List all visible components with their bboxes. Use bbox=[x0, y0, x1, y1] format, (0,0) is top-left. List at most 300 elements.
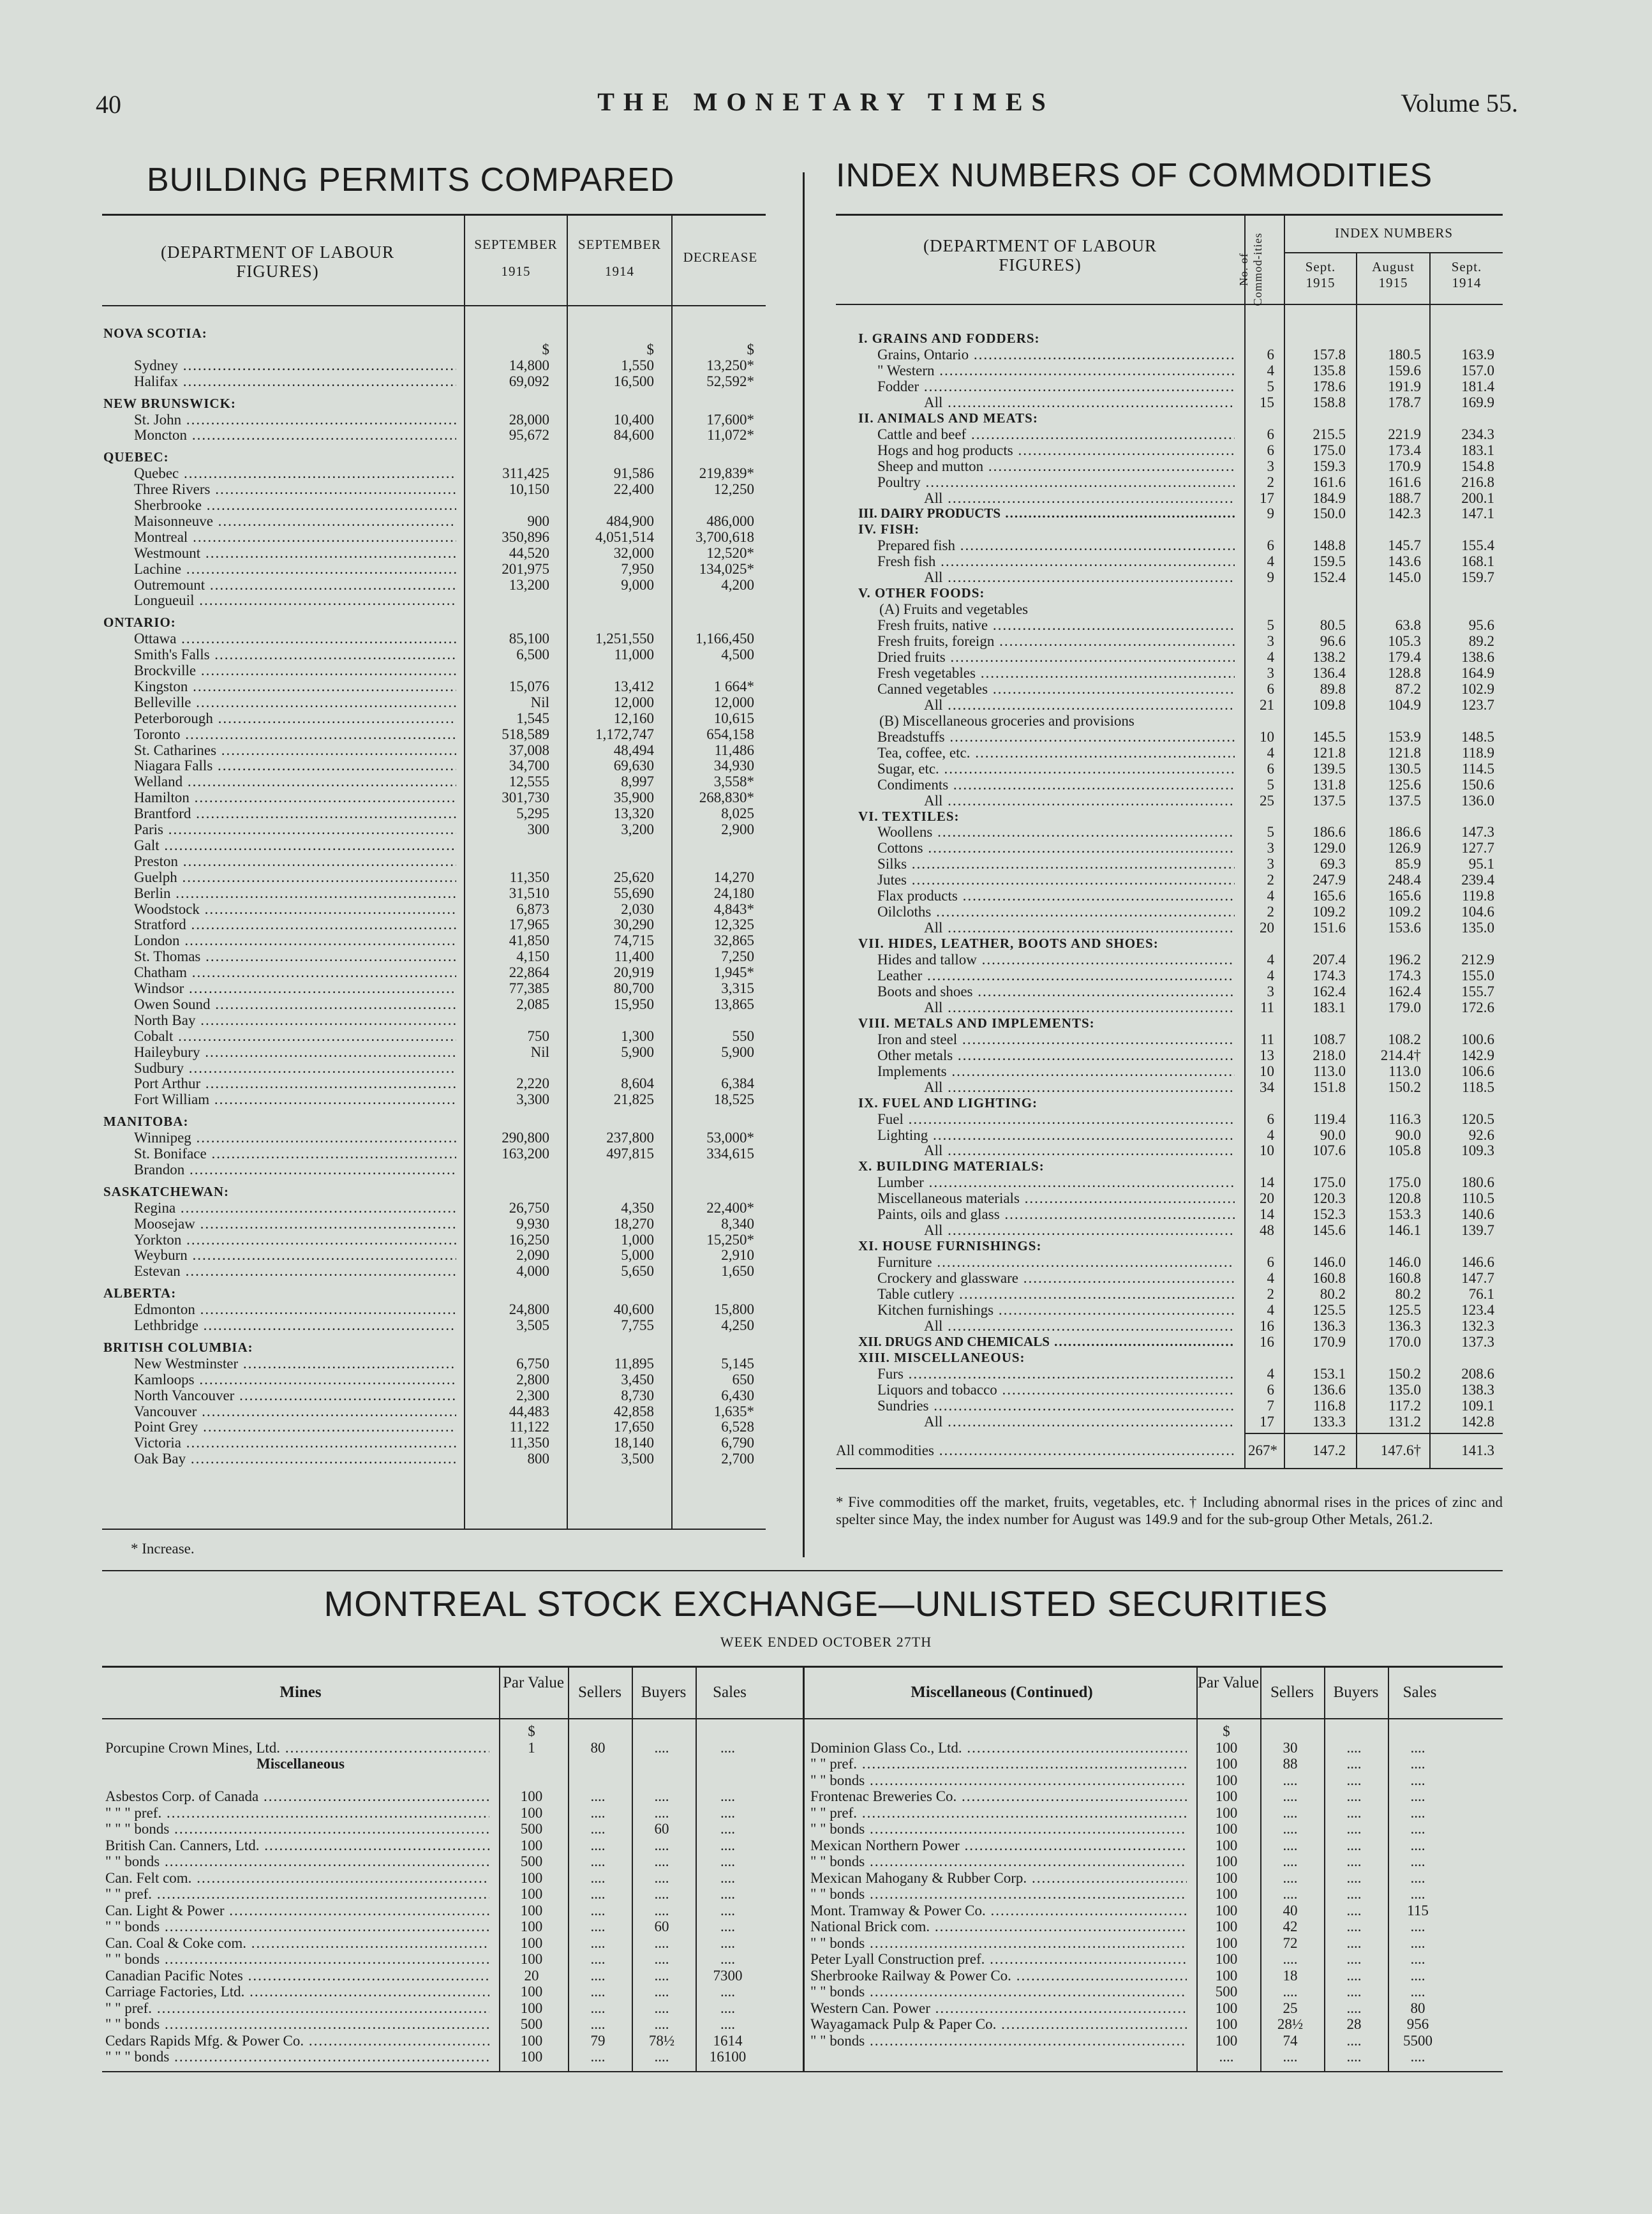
decrease-value: 6,790 bbox=[721, 1435, 754, 1451]
city-name: Guelph ..... bbox=[134, 869, 456, 886]
sept-1914-index: 239.4 bbox=[1461, 872, 1494, 888]
sept-1915-index: 121.8 bbox=[1313, 744, 1346, 761]
stock-value: 100 bbox=[1215, 1967, 1238, 1984]
decrease-value: 13,250* bbox=[706, 357, 754, 373]
stock-value: 74 bbox=[1283, 2032, 1298, 2049]
stock-value: .... bbox=[1410, 1951, 1425, 1967]
decrease-value: 14,270 bbox=[713, 869, 754, 885]
commodity-count: 3 bbox=[1267, 840, 1274, 856]
city-name: Weyburn ..... bbox=[134, 1247, 456, 1264]
aug-1915-index: 178.7 bbox=[1388, 394, 1421, 410]
sept-1914-index: 181.4 bbox=[1461, 378, 1494, 394]
commodity-count: 17 bbox=[1260, 490, 1274, 506]
commodity-count: 6 bbox=[1267, 1111, 1274, 1127]
stock-value: .... bbox=[720, 1788, 735, 1804]
commodity-group: XIII. MISCELLANEOUS: bbox=[858, 1349, 1025, 1365]
stock-value: .... bbox=[1346, 1886, 1362, 1902]
stock-value: .... bbox=[590, 1837, 606, 1853]
city-name: Galt ..... bbox=[134, 837, 456, 854]
sept-1915-index: 178.6 bbox=[1313, 378, 1346, 394]
stock-value: 100 bbox=[1215, 1951, 1238, 1967]
city-name: Peterborough ..... bbox=[134, 710, 456, 727]
security-name: " " pref. ..... bbox=[810, 1805, 1187, 1821]
city-name: London ..... bbox=[134, 932, 456, 949]
city-name: Kingston ..... bbox=[134, 678, 456, 695]
commodity-count: 21 bbox=[1260, 696, 1274, 713]
stock-value: 100 bbox=[1215, 1804, 1238, 1821]
stock-value: .... bbox=[720, 1739, 735, 1756]
group-all-row: All ..... bbox=[924, 1079, 1235, 1096]
aug-1915-index: 146.0 bbox=[1388, 1254, 1421, 1271]
sept-1914-index: 139.7 bbox=[1461, 1222, 1494, 1239]
aug-1915-index: 145.0 bbox=[1388, 569, 1421, 586]
aug-1915-index: 179.4 bbox=[1388, 649, 1421, 665]
sept-1914-value: 1,172,747 bbox=[595, 726, 654, 742]
sept-1915-index: 151.8 bbox=[1313, 1079, 1346, 1095]
decrease-value: 12,325 bbox=[713, 916, 754, 933]
rule bbox=[102, 214, 766, 216]
sept-1915-value: Nil bbox=[530, 1043, 549, 1060]
sept-1915-index: 152.3 bbox=[1313, 1206, 1346, 1223]
decrease-value: 1,635* bbox=[713, 1403, 754, 1419]
city-name: Owen Sound ..... bbox=[134, 996, 456, 1013]
sept-1915-index: 109.8 bbox=[1313, 696, 1346, 713]
stock-value: .... bbox=[720, 2016, 735, 2032]
stock-value: .... bbox=[1410, 2049, 1425, 2065]
sept-1915-index: 218.0 bbox=[1313, 1047, 1346, 1063]
sept-1915-value: 2,800 bbox=[516, 1371, 549, 1387]
commodity-name: Leather ..... bbox=[877, 968, 1235, 984]
security-name: British Can. Canners, Ltd. ..... bbox=[105, 1837, 489, 1854]
decrease-value: 6,430 bbox=[721, 1387, 754, 1403]
commodity-count: 4 bbox=[1267, 952, 1274, 968]
sept-1914-value: 8,997 bbox=[621, 774, 654, 790]
sept-1914-index: 157.0 bbox=[1461, 362, 1494, 378]
aug-1915-index: 153.6 bbox=[1388, 920, 1421, 936]
sept-1914-index: 154.8 bbox=[1461, 458, 1494, 474]
sept-1915-index: 96.6 bbox=[1320, 633, 1346, 650]
sept-1915-value: 85,100 bbox=[509, 631, 549, 647]
sept-1915-index: 145.5 bbox=[1313, 728, 1346, 745]
sept-1915-value: 77,385 bbox=[509, 980, 549, 996]
dept-header: (DEPARTMENT OF LABOUR FIGURES) bbox=[161, 243, 394, 281]
sept-1915-index: 150.0 bbox=[1313, 505, 1346, 522]
sept-1915-year: 1915 bbox=[501, 264, 531, 279]
sept-1915-value: 11,350 bbox=[509, 1435, 549, 1451]
sept-1914-value: 4,350 bbox=[621, 1199, 654, 1216]
sept-1915-value: 201,975 bbox=[502, 560, 549, 577]
sept-1915-value: 41,850 bbox=[509, 932, 549, 949]
aug-1915-index: 87.2 bbox=[1395, 680, 1421, 697]
sept-1915-value: 6,873 bbox=[516, 901, 549, 917]
decrease-value: 4,250 bbox=[721, 1317, 754, 1333]
sept-1915-value: 31,510 bbox=[509, 885, 549, 901]
column-divider bbox=[803, 172, 805, 1557]
sept-1915-value: 290,800 bbox=[502, 1130, 549, 1146]
city-name: Longueuil ..... bbox=[134, 592, 456, 609]
city-name: Westmount ..... bbox=[134, 545, 456, 562]
stock-value: .... bbox=[590, 1919, 606, 1934]
decrease-value: 8,025 bbox=[721, 805, 754, 822]
decrease-value: 15,250* bbox=[706, 1231, 754, 1248]
stock-value: .... bbox=[1346, 1821, 1362, 1837]
sept-1915-index: 215.5 bbox=[1313, 426, 1346, 442]
group-all-row: All ..... bbox=[924, 569, 1235, 586]
commodity-group: IX. FUEL AND LIGHTING: bbox=[858, 1095, 1038, 1111]
security-name: Canadian Pacific Notes ..... bbox=[105, 1968, 489, 1984]
sept-1915-value: 6,500 bbox=[516, 647, 549, 663]
decrease-value: 268,830* bbox=[699, 789, 754, 806]
aug-1915-index: 159.6 bbox=[1388, 362, 1421, 378]
decrease-value: 219,839* bbox=[699, 465, 754, 482]
security-name: Cedars Rapids Mfg. & Power Co. ..... bbox=[105, 2033, 489, 2049]
decrease-value: 12,000 bbox=[713, 694, 754, 710]
sept-1915-index: 183.1 bbox=[1313, 999, 1346, 1015]
city-name: Maisonneuve ..... bbox=[134, 513, 456, 530]
sept-1914-value: 30,290 bbox=[613, 916, 654, 933]
sept-1915-index: 162.4 bbox=[1313, 983, 1346, 999]
sept-1915-value: 34,700 bbox=[509, 758, 549, 774]
sept-1914-index: 150.6 bbox=[1461, 776, 1494, 793]
sept-1914-index: 155.4 bbox=[1461, 537, 1494, 554]
aug-1915-index: 162.4 bbox=[1388, 983, 1421, 999]
stock-value: .... bbox=[654, 1984, 669, 2000]
aug-1915-header: August bbox=[1372, 259, 1415, 274]
stock-value: .... bbox=[590, 1934, 606, 1951]
stock-value: .... bbox=[1346, 1984, 1362, 2000]
sept-1915-value: 301,730 bbox=[502, 789, 549, 806]
decrease-value: 654,158 bbox=[706, 726, 754, 742]
commodity-group: XI. HOUSE FURNISHINGS: bbox=[858, 1238, 1042, 1254]
commodity-count: 4 bbox=[1267, 1126, 1274, 1143]
sept-1914-value: 80,700 bbox=[613, 980, 654, 996]
sept-1915-value: 2,090 bbox=[516, 1247, 549, 1264]
sept-1914-index: 114.5 bbox=[1462, 760, 1494, 777]
stock-value: 100 bbox=[520, 1902, 543, 1919]
stock-value: 100 bbox=[520, 1869, 543, 1886]
city-name: Cobalt ..... bbox=[134, 1028, 456, 1045]
commodity-count: 3 bbox=[1267, 664, 1274, 681]
commodity-name: Miscellaneous materials ..... bbox=[877, 1190, 1235, 1207]
stock-value: 100 bbox=[520, 1886, 543, 1902]
sept-1914-index: 137.3 bbox=[1461, 1333, 1494, 1350]
sept-1914-index: 136.0 bbox=[1461, 792, 1494, 809]
stock-value: .... bbox=[1283, 1788, 1298, 1804]
stock-col-header: Par Value bbox=[1197, 1674, 1260, 1691]
stock-value: .... bbox=[590, 2049, 606, 2065]
aug-1915-index: 63.8 bbox=[1395, 617, 1421, 634]
sept-1914-year: 1914 bbox=[1452, 275, 1482, 290]
stock-value: .... bbox=[590, 2016, 606, 2032]
stock-col-header: Mines bbox=[279, 1684, 322, 1701]
stock-value: 30 bbox=[1283, 1739, 1298, 1756]
province-heading: NOVA SCOTIA: bbox=[103, 325, 207, 341]
aug-1915-index: 180.5 bbox=[1388, 346, 1421, 363]
stock-value: .... bbox=[590, 1984, 606, 2000]
province-heading: SASKATCHEWAN: bbox=[103, 1183, 229, 1199]
sub-group: (B) Miscellaneous groceries and provisions bbox=[879, 712, 1135, 729]
commodity-count: 2 bbox=[1267, 872, 1274, 888]
sept-1914-value: 7,950 bbox=[621, 560, 654, 577]
decrease-value: 6,528 bbox=[721, 1419, 754, 1435]
commodity-count: 4 bbox=[1267, 888, 1274, 904]
decrease-value: 11,072* bbox=[707, 427, 754, 444]
city-name: Kamloops ..... bbox=[134, 1372, 456, 1388]
stock-value: .... bbox=[1283, 1772, 1298, 1788]
commodity-name: Table cutlery ..... bbox=[877, 1286, 1235, 1303]
commodity-name: Paints, oils and glass ..... bbox=[877, 1206, 1235, 1223]
sept-1914-index: 234.3 bbox=[1461, 426, 1494, 442]
stock-value: .... bbox=[1283, 1886, 1298, 1902]
decrease-value: 12,250 bbox=[713, 481, 754, 498]
security-name: " " bonds ..... bbox=[105, 1951, 489, 1968]
group-all-row: All ..... bbox=[924, 920, 1235, 936]
sept-1914-value: 20,919 bbox=[613, 964, 654, 981]
sept-1915-value: 24,800 bbox=[509, 1301, 549, 1318]
stock-value: .... bbox=[1410, 1772, 1425, 1788]
stock-value: .... bbox=[720, 1886, 735, 1902]
sept-1915-index: 174.3 bbox=[1313, 968, 1346, 984]
security-name: " " pref. ..... bbox=[810, 1756, 1187, 1772]
stock-value: 100 bbox=[520, 1919, 543, 1934]
commodity-count: 6 bbox=[1267, 426, 1274, 442]
rule bbox=[1244, 1433, 1503, 1434]
commodity-name: Hogs and hog products ..... bbox=[877, 442, 1235, 459]
sept-1915-index: 175.0 bbox=[1313, 1174, 1346, 1191]
stock-col-header: Buyers bbox=[1333, 1684, 1379, 1701]
sept-1914-value: 32,000 bbox=[613, 544, 654, 561]
commodity-count: 34 bbox=[1260, 1079, 1274, 1095]
province-heading: QUEBEC: bbox=[103, 449, 169, 465]
sept-1915-value: $ bbox=[542, 341, 549, 357]
city-name: Brandon ..... bbox=[134, 1162, 456, 1178]
aug-1915-index: 150.2 bbox=[1388, 1079, 1421, 1095]
stock-subheading: Miscellaneous bbox=[257, 1756, 345, 1772]
commodity-count: 2 bbox=[1267, 474, 1274, 490]
commodity-name: Woollens ..... bbox=[877, 824, 1235, 841]
security-name: " " pref. ..... bbox=[105, 1886, 489, 1903]
sept-1914-index: 119.8 bbox=[1462, 888, 1494, 904]
stock-value: .... bbox=[720, 1804, 735, 1821]
security-name: " " bonds ..... bbox=[810, 1886, 1187, 1903]
sept-1914-value: 25,620 bbox=[613, 869, 654, 885]
commodity-name: Furs ..... bbox=[877, 1366, 1235, 1382]
city-name: Haileybury ..... bbox=[134, 1044, 456, 1061]
aug-1915-index: 175.0 bbox=[1388, 1174, 1421, 1191]
commodity-name: Poultry ..... bbox=[877, 474, 1235, 491]
publication-title: THE MONETARY TIMES bbox=[597, 87, 1055, 116]
sept-1915-value: 4,000 bbox=[516, 1263, 549, 1280]
stock-value: .... bbox=[1346, 1853, 1362, 1869]
sept-1914-index: 102.9 bbox=[1461, 680, 1494, 697]
sept-1915-index: 159.5 bbox=[1313, 553, 1346, 570]
rule bbox=[1284, 252, 1503, 253]
sept-1914-index: 147.7 bbox=[1461, 1270, 1494, 1287]
commodity-count: 6 bbox=[1267, 680, 1274, 697]
sept-1914-value: 7,755 bbox=[621, 1317, 654, 1333]
sept-1914-value: 16,500 bbox=[613, 373, 654, 389]
sept-1914-value: 3,450 bbox=[621, 1371, 654, 1387]
decrease-value: 32,865 bbox=[713, 932, 754, 949]
sept-1915-value: 2,220 bbox=[516, 1075, 549, 1092]
sept-1914-index: 92.6 bbox=[1468, 1126, 1494, 1143]
stock-value: .... bbox=[1410, 1804, 1425, 1821]
stock-value: .... bbox=[720, 1902, 735, 1919]
commodity-group: II. ANIMALS AND MEATS: bbox=[858, 410, 1038, 426]
stock-value: .... bbox=[1219, 2049, 1234, 2065]
sept-1915-value: 37,008 bbox=[509, 742, 549, 758]
sept-1915-index: 129.0 bbox=[1313, 840, 1346, 856]
commodity-count: 20 bbox=[1260, 920, 1274, 936]
stock-value: .... bbox=[654, 1902, 669, 1919]
commodity-count: 14 bbox=[1260, 1174, 1274, 1191]
sept-1915-index: 139.5 bbox=[1313, 760, 1346, 777]
sept-1915-value: 2,300 bbox=[516, 1387, 549, 1403]
decrease-value: 53,000* bbox=[706, 1130, 754, 1146]
aug-1915-index: 116.3 bbox=[1388, 1111, 1421, 1127]
city-name: Ottawa ..... bbox=[134, 631, 456, 647]
stock-value: .... bbox=[1283, 2049, 1298, 2065]
commodity-count: 14 bbox=[1260, 1206, 1274, 1223]
sept-1914-value: 84,600 bbox=[613, 427, 654, 444]
sept-1914-index: 109.3 bbox=[1461, 1142, 1494, 1159]
decrease-value: 4,500 bbox=[721, 647, 754, 663]
group-all-row: All ..... bbox=[924, 1318, 1235, 1335]
group-all-row: All ..... bbox=[924, 697, 1235, 714]
decrease-value: 5,145 bbox=[721, 1355, 754, 1372]
stock-value: 100 bbox=[1215, 2016, 1238, 2032]
sept-1915-value: 13,200 bbox=[509, 576, 549, 593]
decrease-value: 34,930 bbox=[713, 758, 754, 774]
sept-1915-index: 137.5 bbox=[1313, 792, 1346, 809]
sept-1914-index: 123.7 bbox=[1461, 696, 1494, 713]
commodity-name: Boots and shoes ..... bbox=[877, 984, 1235, 1000]
security-name: Frontenac Breweries Co. ..... bbox=[810, 1788, 1187, 1805]
commodity-count: 4 bbox=[1267, 968, 1274, 984]
stock-value: .... bbox=[1346, 1967, 1362, 1984]
sept-1914-index: 110.5 bbox=[1462, 1190, 1494, 1207]
stock-value: .... bbox=[590, 1967, 606, 1984]
commodity-group: XII. DRUGS AND CHEMICALS ..... bbox=[858, 1334, 1235, 1350]
decrease-value: 52,592* bbox=[706, 373, 754, 389]
commodity-name: " Western ..... bbox=[877, 363, 1235, 379]
sept-1915-value: 163,200 bbox=[502, 1146, 549, 1162]
sept-1915-index: 80.2 bbox=[1320, 1286, 1346, 1302]
security-name: " " bonds ..... bbox=[810, 1821, 1187, 1837]
sept-1914-value: 11,000 bbox=[614, 647, 654, 663]
sept-1915-index: 120.3 bbox=[1313, 1190, 1346, 1207]
stock-value: .... bbox=[1410, 1984, 1425, 2000]
sept-1915-value: 3,505 bbox=[516, 1317, 549, 1333]
group-all-row: All ..... bbox=[924, 793, 1235, 809]
province-heading: ONTARIO: bbox=[103, 615, 176, 631]
sept-1915-value: 5,295 bbox=[516, 805, 549, 822]
aug-1915-index: 117.2 bbox=[1388, 1397, 1421, 1414]
volume-label: Volume 55. bbox=[1401, 89, 1518, 117]
sept-1914-value: 11,895 bbox=[614, 1355, 654, 1372]
aug-1915-index: 161.6 bbox=[1388, 474, 1421, 490]
stock-value: 80 bbox=[590, 1739, 606, 1756]
city-name: Edmonton ..... bbox=[134, 1301, 456, 1318]
sept-1915-value: 9,930 bbox=[516, 1215, 549, 1232]
commodity-count: 3 bbox=[1267, 633, 1274, 650]
commodity-count: 2 bbox=[1267, 1286, 1274, 1302]
stock-value: 100 bbox=[520, 1804, 543, 1821]
security-name: Mexican Mahogany & Rubber Corp. ..... bbox=[810, 1870, 1187, 1887]
stock-value: .... bbox=[720, 1984, 735, 2000]
sept-1914-index: 120.5 bbox=[1461, 1111, 1494, 1127]
aug-1915-index: 179.0 bbox=[1388, 999, 1421, 1015]
stock-value: .... bbox=[654, 2000, 669, 2016]
rule bbox=[102, 2071, 1503, 2072]
sept-1915-value: 16,250 bbox=[509, 1231, 549, 1248]
sept-1914-index: 135.0 bbox=[1461, 920, 1494, 936]
aug-1915-index: 170.0 bbox=[1388, 1333, 1421, 1350]
commodity-count: 25 bbox=[1260, 792, 1274, 809]
city-name: Niagara Falls ..... bbox=[134, 758, 456, 774]
commodity-name: Crockery and glassware ..... bbox=[877, 1270, 1235, 1287]
commodity-name: Flax products ..... bbox=[877, 888, 1235, 904]
decrease-value: 12,520* bbox=[706, 544, 754, 561]
column-divider bbox=[803, 1666, 805, 2071]
stock-value: .... bbox=[1346, 2032, 1362, 2049]
sept-1914-index: 163.9 bbox=[1461, 346, 1494, 363]
stock-value: .... bbox=[1283, 1804, 1298, 1821]
stock-value: .... bbox=[590, 1853, 606, 1869]
commodity-count: 3 bbox=[1267, 983, 1274, 999]
rule bbox=[836, 304, 1503, 305]
aug-1915-index: 174.3 bbox=[1388, 968, 1421, 984]
stock-value: 100 bbox=[520, 2000, 543, 2016]
aug-1915-index: 104.9 bbox=[1388, 696, 1421, 713]
stock-value: .... bbox=[654, 1804, 669, 1821]
sept-1914-value: 74,715 bbox=[613, 932, 654, 949]
aug-1915-index: 170.9 bbox=[1388, 458, 1421, 474]
commodity-count: 9 bbox=[1267, 569, 1274, 586]
sept-1915-value: 6,750 bbox=[516, 1355, 549, 1372]
commodity-name: Fresh fruits, native ..... bbox=[877, 617, 1235, 634]
stock-value: .... bbox=[1283, 1821, 1298, 1837]
sept-1914-value: 5,000 bbox=[621, 1247, 654, 1264]
sept-1914-value: 40,600 bbox=[613, 1301, 654, 1318]
aug-1915-index: 173.4 bbox=[1388, 442, 1421, 458]
city-name: Sydney ..... bbox=[134, 357, 456, 374]
stock-value: .... bbox=[1410, 1837, 1425, 1853]
city-name: Smith's Falls ..... bbox=[134, 647, 456, 663]
commodity-name: Lumber ..... bbox=[877, 1174, 1235, 1191]
sept-1915-index: 165.6 bbox=[1313, 888, 1346, 904]
commodity-count: 7 bbox=[1267, 1397, 1274, 1414]
decrease-value: 550 bbox=[732, 1028, 754, 1044]
commodity-count: 3 bbox=[1267, 458, 1274, 474]
sept-1915-value: Nil bbox=[530, 694, 549, 710]
security-name: " " bonds ..... bbox=[810, 1935, 1187, 1952]
city-name: Chatham ..... bbox=[134, 964, 456, 981]
aug-1915-index: 221.9 bbox=[1388, 426, 1421, 442]
stock-col-header: Buyers bbox=[641, 1684, 687, 1701]
sept-1914-value: 1,000 bbox=[621, 1231, 654, 1248]
commodity-name: Other metals ..... bbox=[877, 1047, 1235, 1064]
stock-value: .... bbox=[1346, 1934, 1362, 1951]
stock-value: 100 bbox=[1215, 1772, 1238, 1788]
commodity-name: Fresh fruits, foreign ..... bbox=[877, 633, 1235, 650]
sept-1915-index: 186.6 bbox=[1313, 824, 1346, 841]
commodity-count: 9 bbox=[1267, 505, 1274, 522]
stock-value: 100 bbox=[520, 2049, 543, 2065]
stock-value: .... bbox=[654, 1967, 669, 1984]
sept-1914-index: 138.6 bbox=[1461, 649, 1494, 665]
week-ended-label: WEEK ENDED OCTOBER 27TH bbox=[720, 1634, 932, 1650]
